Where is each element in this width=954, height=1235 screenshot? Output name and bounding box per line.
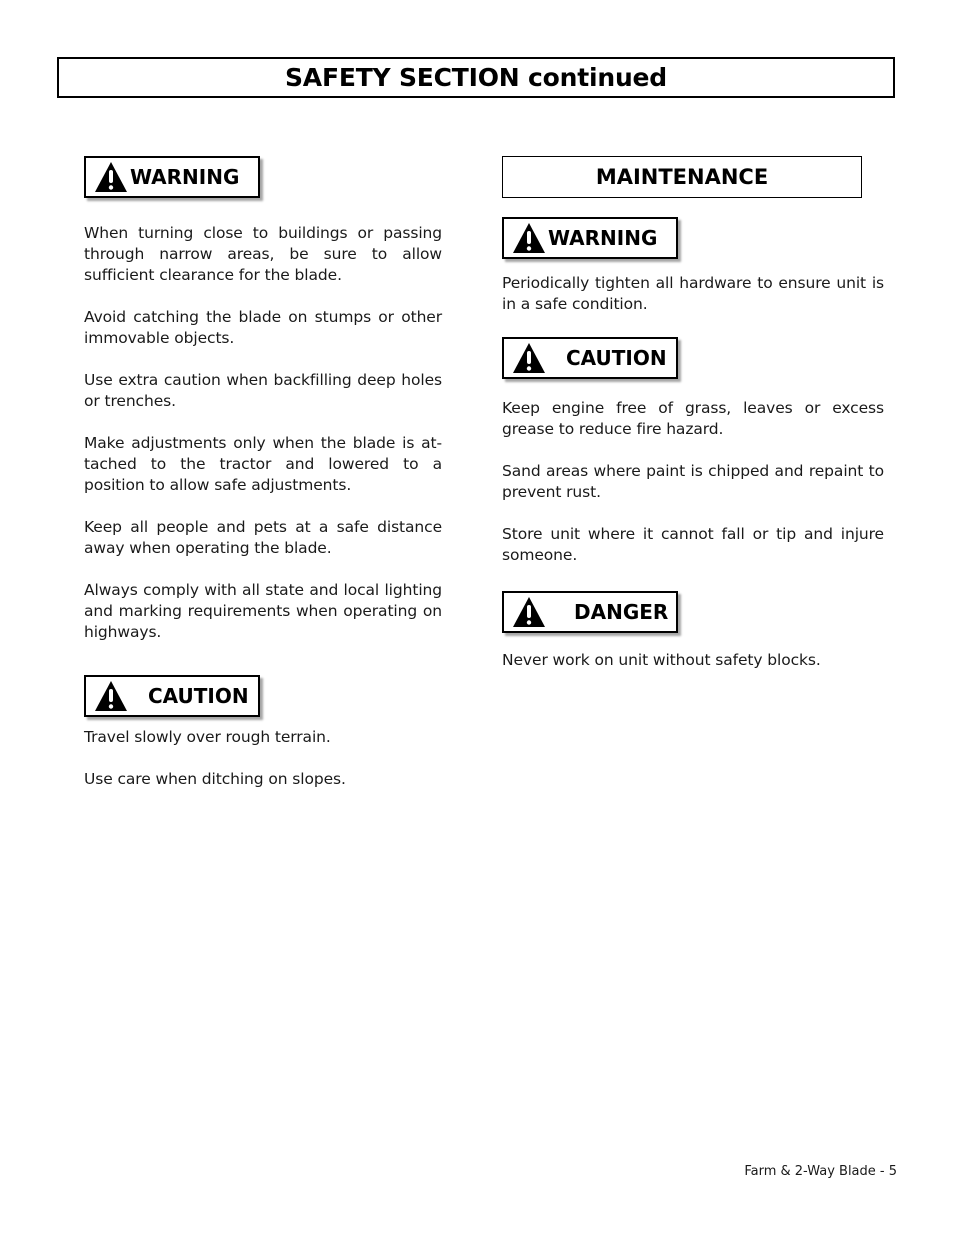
warning-label: WARNING bbox=[548, 226, 658, 250]
danger-text: Never work on unit without safety blocks. bbox=[502, 651, 821, 669]
caution-text: Sand areas where paint is chipped and repaint to prevent rust. bbox=[502, 462, 884, 501]
caution-label: CAUTION bbox=[566, 346, 667, 370]
exclamation-triangle-icon bbox=[512, 222, 548, 254]
right-column bbox=[502, 156, 884, 671]
page-footer: Farm & 2-Way Blade - 5 bbox=[744, 1164, 897, 1179]
left-column bbox=[84, 156, 442, 790]
page-title-box bbox=[57, 57, 895, 98]
caution-text: Store unit where it cannot fall or tip and injure someone. bbox=[502, 525, 884, 564]
warning-text: Keep all people and pets at a safe distance away when operating the blade. bbox=[84, 518, 442, 557]
warning-text: Use extra caution when backfilling deep holes or trenches. bbox=[84, 371, 442, 410]
maintenance-heading: MAINTENANCE bbox=[595, 165, 769, 189]
maintenance-heading-box bbox=[502, 156, 862, 198]
caution-sign bbox=[84, 675, 260, 717]
exclamation-triangle-icon bbox=[512, 342, 548, 374]
page-title: SAFETY SECTION continued bbox=[285, 63, 667, 92]
exclamation-triangle-icon bbox=[94, 161, 130, 193]
exclamation-triangle-icon bbox=[94, 680, 130, 712]
caution-sign bbox=[502, 337, 678, 379]
warning-text: Always comply with all state and local lighting and marking requirements when operating on highways. bbox=[84, 581, 442, 641]
warning-sign bbox=[502, 217, 678, 259]
warning-text: Avoid catching the blade on stumps or other immovable objects. bbox=[84, 308, 442, 347]
caution-text: Travel slowly over rough terrain. bbox=[84, 728, 331, 746]
exclamation-triangle-icon bbox=[512, 596, 548, 628]
warning-text: Periodically tighten all hardware to ensure unit is in a safe condition. bbox=[502, 274, 884, 313]
warning-sign bbox=[84, 156, 260, 198]
danger-label: DANGER bbox=[574, 600, 669, 624]
warning-label: WARNING bbox=[130, 165, 240, 189]
caution-label: CAUTION bbox=[148, 684, 249, 708]
danger-sign bbox=[502, 591, 678, 633]
warning-text: Make adjustments only when the blade is at-tached to the tractor and lowered to a position to allow safe adjustments. bbox=[84, 434, 442, 494]
caution-text: Use care when ditching on slopes. bbox=[84, 770, 346, 788]
warning-text: When turning close to buildings or passing through narrow areas, be sure to allow sufficient clearance for the blade. bbox=[84, 224, 442, 284]
caution-text: Keep engine free of grass, leaves or excess grease to reduce fire hazard. bbox=[502, 399, 884, 438]
